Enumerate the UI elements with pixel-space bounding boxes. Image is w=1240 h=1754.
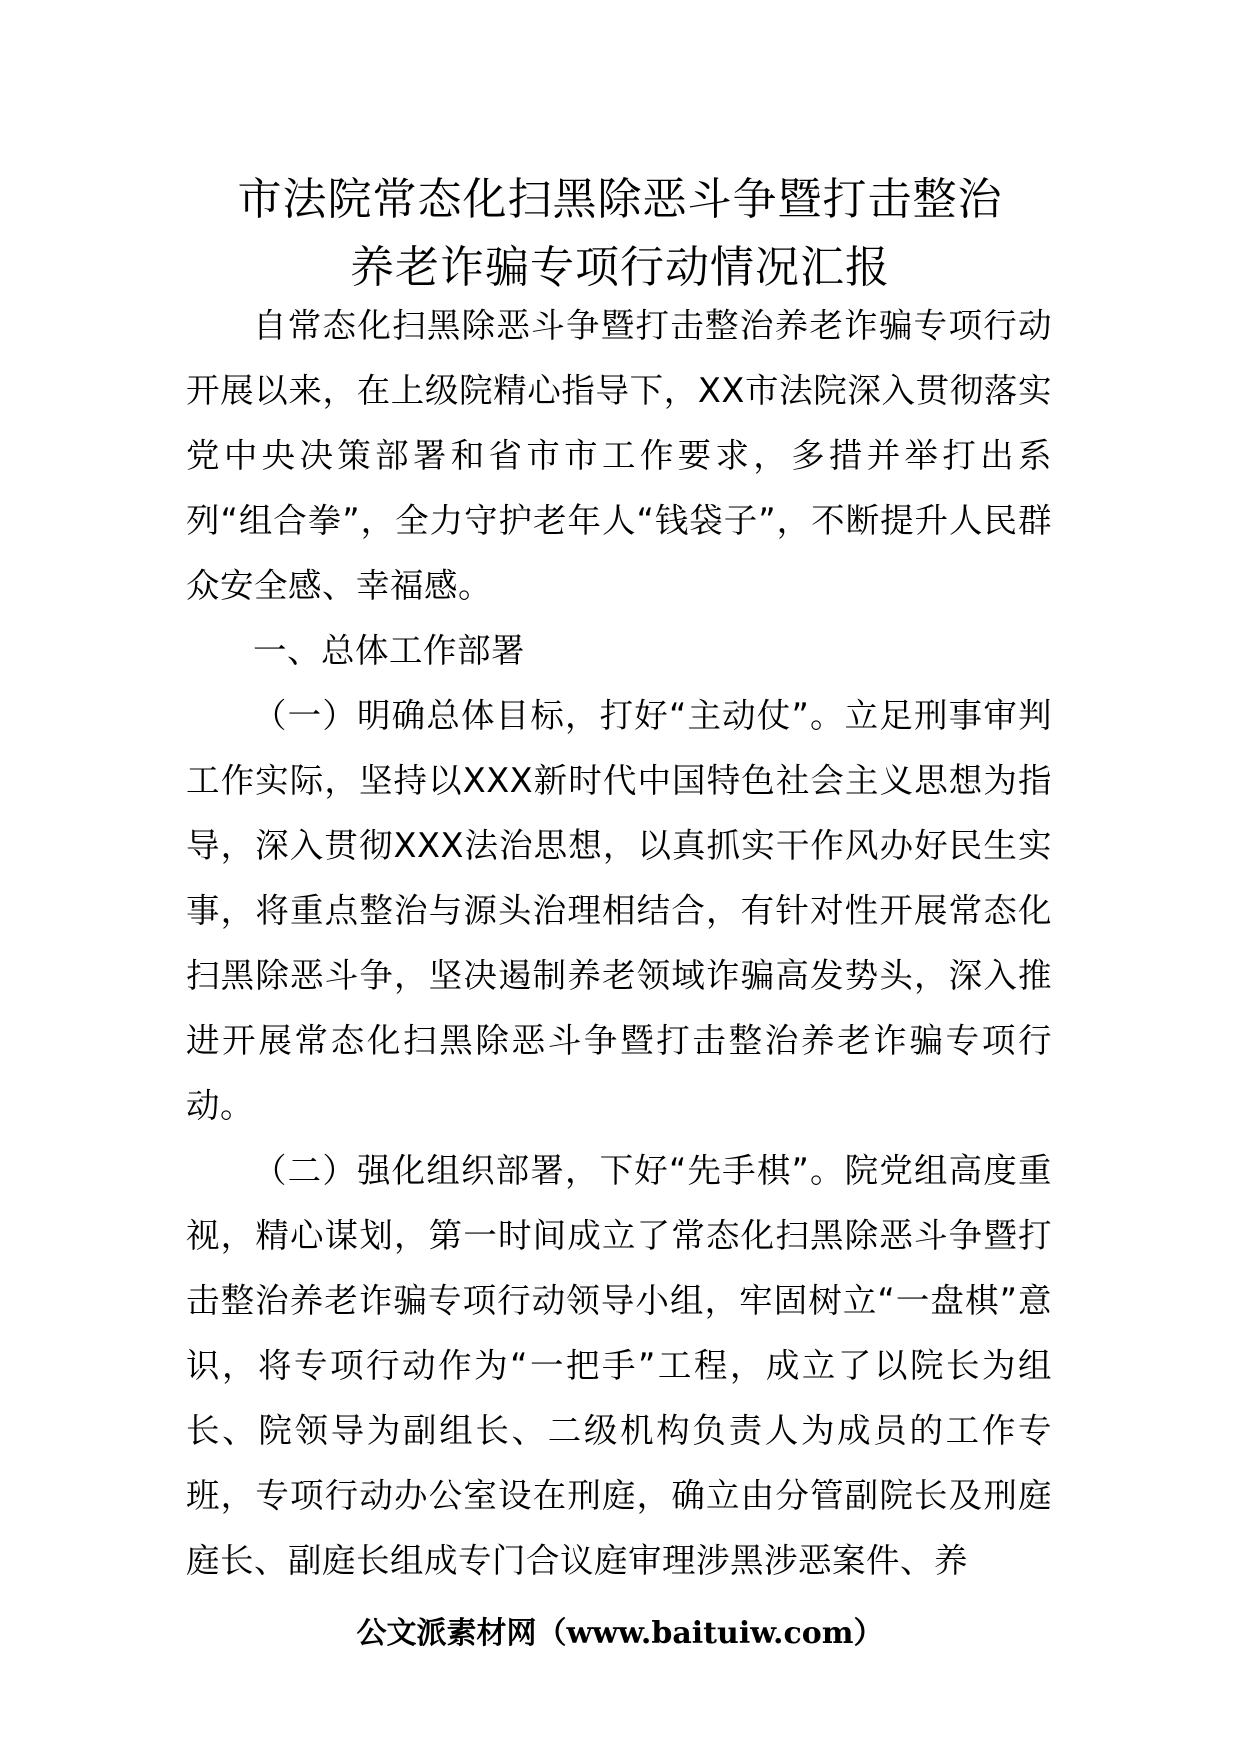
document-title-line-1: 市法院常态化扫黑除恶斗争暨打击整治 <box>237 174 1003 225</box>
intro-paragraph: 自常态化扫黑除恶斗争暨打击整治养老诈骗专项行动开展以来，在上级院精心指导下，XX市法院深入贯彻落实党中央决策部署和省市市工作要求，多措并举打出系列“组合拳”，全力守护老年人“钱袋子”，不断提升人民群众安全感、幸福感。 <box>186 306 1052 605</box>
document-title-line-2: 养老诈骗专项行动情况汇报 <box>350 242 890 293</box>
footer-watermark: 公文派素材网（www.baituiw.com） <box>356 1616 884 1651</box>
subsection-2-paragraph: （二）强化组织部署，下好“先手棋”。院党组高度重视，精心谋划，第一时间成立了常态化扫黑除恶斗争暨打击整治养老诈骗专项行动领导小组，牢固树立“一盘棋”意识，将专项行动作为“一把手”工程，成立了以院长为组长、院领导为副组长、二级机构负责人为成员的工作专班，专项行动办公室设在刑庭，确立由分管副院长及刑庭庭长、副庭长组成专门合议庭审理涉黑涉恶案件、养 <box>186 1151 1052 1580</box>
document-body <box>186 293 1052 1593</box>
section-heading: 一、总体工作部署 <box>253 631 525 670</box>
subsection-1-paragraph: （一）明确总体目标，打好“主动仗”。立足刑事审判工作实际，坚持以XXX新时代中国特色社会主义思想为指导，深入贯彻XXX法治思想，以真抓实干作风办好民生实事，将重点整治与源头治理相结合，有针对性开展常态化扫黑除恶斗争，坚决遏制养老领域诈骗高发势头，深入推进开展常态化扫黑除恶斗争暨打击整治养老诈骗专项行动。 <box>186 696 1052 1125</box>
